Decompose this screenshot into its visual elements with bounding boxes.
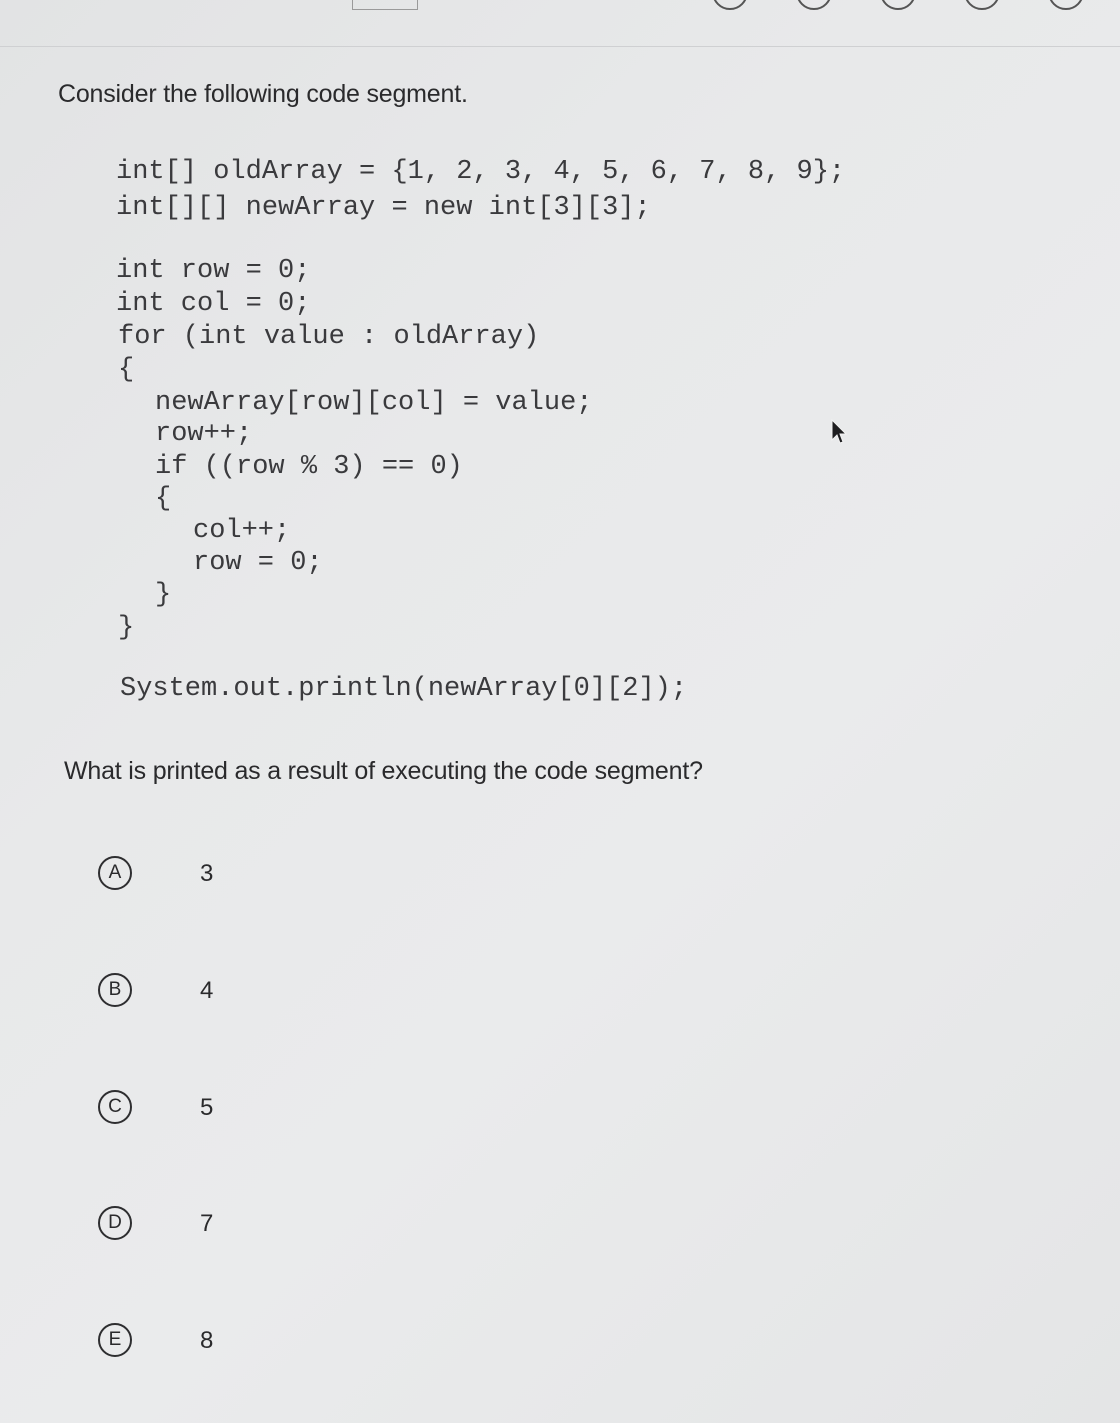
code-line: if ((row % 3) == 0) bbox=[155, 452, 463, 482]
code-line: int[] oldArray = {1, 2, 3, 4, 5, 6, 7, 8, 9}; bbox=[116, 157, 846, 187]
code-line: System.out.println(newArray[0][2]); bbox=[120, 674, 688, 704]
code-line: } bbox=[118, 613, 135, 643]
choice-letter-bubble[interactable]: E bbox=[98, 1323, 132, 1357]
answer-choice-e[interactable] bbox=[96, 1323, 296, 1363]
answer-choice-b[interactable] bbox=[96, 973, 296, 1013]
code-line: int[][] newArray = new int[3][3]; bbox=[116, 193, 651, 223]
answer-choice-d[interactable] bbox=[96, 1206, 296, 1246]
code-line: { bbox=[155, 484, 172, 514]
choice-letter-bubble[interactable]: A bbox=[98, 856, 132, 890]
mouse-cursor-icon bbox=[828, 418, 848, 448]
code-line: int row = 0; bbox=[116, 256, 311, 286]
code-line: newArray[row][col] = value; bbox=[155, 388, 593, 418]
code-line: row++; bbox=[155, 419, 253, 449]
answer-choice-a[interactable] bbox=[96, 856, 296, 896]
answer-choice-c[interactable] bbox=[96, 1090, 296, 1130]
choice-text: 4 bbox=[200, 977, 214, 1004]
choice-letter-bubble[interactable]: D bbox=[98, 1206, 132, 1240]
code-line: int col = 0; bbox=[116, 289, 311, 319]
question-prompt: Consider the following code segment. bbox=[58, 80, 468, 108]
code-line: { bbox=[118, 355, 135, 385]
code-line: row = 0; bbox=[193, 548, 323, 578]
question-text: What is printed as a result of executing the code segment? bbox=[64, 757, 703, 785]
choice-text: 7 bbox=[200, 1210, 214, 1237]
choice-letter-bubble[interactable]: C bbox=[98, 1090, 132, 1124]
code-line: } bbox=[155, 580, 172, 610]
code-line: col++; bbox=[193, 516, 291, 546]
choice-letter-bubble[interactable]: B bbox=[98, 973, 132, 1007]
choice-text: 8 bbox=[200, 1327, 214, 1354]
code-line: for (int value : oldArray) bbox=[118, 322, 540, 352]
choice-text: 5 bbox=[200, 1094, 214, 1121]
choice-text: 3 bbox=[200, 860, 214, 887]
